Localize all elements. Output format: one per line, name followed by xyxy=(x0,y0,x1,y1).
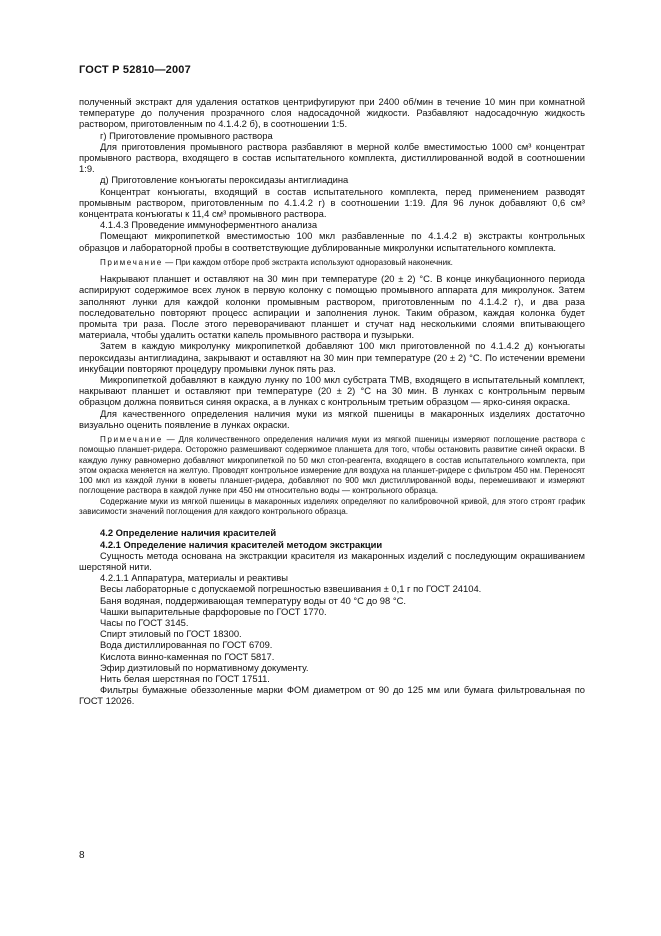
list-item: Весы лабораторные с допускаемой погрешностью взвешивания ± 0,1 г по ГОСТ 24104. xyxy=(100,583,482,595)
page-number: 8 xyxy=(79,850,85,861)
paragraph: д) Приготовление конъюгаты пероксидазы антиглиадина xyxy=(100,174,349,186)
paragraph: Затем в каждую микролунку микропипеткой добавляют 100 мкл приготовленной по 4.1.4.2 д) конъюгаты пероксидазы антиглиадина, закрывают и оставляют на 30 мин при температуре (20 ± 2) °С. По истечении времени инкубации повторяют процедуру промывки лунок пять раз. xyxy=(79,340,585,374)
list-item: Баня водяная, поддерживающая температуру воды от 40 °С до 98 °С. xyxy=(100,594,406,606)
list-item: Вода дистиллированная по ГОСТ 6709. xyxy=(100,639,273,651)
document-body xyxy=(79,96,585,707)
list-item: Чашки выпарительные фарфоровые по ГОСТ 1770. xyxy=(100,605,327,617)
list-item: Кислота винно-каменная по ГОСТ 5817. xyxy=(100,650,275,662)
paragraph: Помещают микропипеткой вместимостью 100 мкл разбавленные по 4.1.4.2 в) экстракты контрольных образцов и лабораторной пробы в соответствующие дублированные микролунки испытательного комплекта. xyxy=(79,230,585,253)
document-header: ГОСТ Р 52810—2007 xyxy=(79,64,191,76)
note-lead: Примечание xyxy=(100,434,163,444)
note xyxy=(79,258,585,268)
list-item: Спирт этиловый по ГОСТ 18300. xyxy=(100,628,242,640)
subsection-heading: 4.2.1 Определение наличия красителей методом экстракции xyxy=(100,538,383,550)
paragraph: полученный экстракт для удаления остатков центрифугируют при 2400 об/мин в течение 10 мин при комнатной температуре до получения прозрачного слоя надосадочной жидкости. Разбавляют надосадочную жидкость раствором, приготовленным по 4.1.4.2 б), в соотношении 1:5. xyxy=(79,96,585,130)
clause-heading: 4.2.1.1 Аппаратура, материалы и реактивы xyxy=(100,572,289,584)
list-item: Эфир диэтиловый по нормативному документу. xyxy=(100,661,309,673)
paragraph: Для качественного определения наличия муки из мягкой пшеницы в макаронных изделиях достаточно визуально оценить появление в лунках окраски. xyxy=(79,407,585,430)
paragraph: Концентрат конъюгаты, входящий в состав испытательного комплекта, перед применением разводят промывным раствором, приготовленным по 4.1.4.2 г) в соотношении 1:19. Для 96 лунок добавляют 0,6 см³ концентрата конъюгаты к 11,4 см³ промывного раствора. xyxy=(79,185,585,220)
note-text: — Для количественного определения наличия муки из мягкой пшеницы измеряют поглощение раствора с помощью планшет-ридера. Осторожно размешивают содержимое планшета для того, чтобы остановить развитие синей окраски. В каждую лунку равномерно добавляют микропипеткой по 50 мкл стоп-реагента, входящего в состав испытательного комплекта, при этом окраска меняется на желтую. Проводят контрольное измерение для воздуха на планшет-ридере с фильтром 450 нм. Переносят 100 мкл из каждой лунки в кюветы планшет-ридера, добавляют по 900 мкл дистиллированной воды, перемешивают и измеряют поглощение раствора в каждой лунке при 450 нм относительно воды — контрольного образца. xyxy=(79,434,585,496)
note-text: — При каждом отборе проб экстракта используют одноразовый наконечник. xyxy=(165,257,453,267)
note-continuation: Содержание муки из мягкой пшеницы в макаронных изделиях определяют по калибровочной кривой, для этого строят график зависимости значений поглощения для каждого контрольного образца. xyxy=(79,496,585,517)
paragraph: Микропипеткой добавляют в каждую лунку по 100 мкл субстрата TMB, входящего в испытательный комплект, накрывают планшет и оставляют при температуре (20 ± 2) °С на 30 мин. В лунках с контрольным первым образцом должна появиться синяя окраска, а в лунках с контрольным третьим образцом — ярко-синяя окраска. xyxy=(79,373,585,408)
note xyxy=(79,435,585,497)
clause-heading: 4.1.4.3 Проведение иммуноферментного анализа xyxy=(100,219,318,231)
paragraph: г) Приготовление промывного раствора xyxy=(100,129,273,141)
paragraph: Сущность метода основана на экстракции красителя из макаронных изделий с последующим окрашиванием шерстяной нити. xyxy=(79,549,585,572)
list-item: Фильтры бумажные обеззоленные марки ФОМ диаметром от 90 до 125 мм или бумага фильтровальная по ГОСТ 12026. xyxy=(79,684,585,707)
list-item: Нить белая шерстяная по ГОСТ 17511. xyxy=(100,673,270,684)
paragraph: Накрывают планшет и оставляют на 30 мин при температуре (20 ± 2) °С. В конце инкубационного периода аспирируют содержимое всех лунок в первую колонку с помощью промывного аппарата для микролунок. Затем заполняют лунки для каждой колонки промывным раствором, приготовленным по 4.1.4.2 г), и два раза последовательно повторяют процесс аспирации и заполнения лунок. Таким образом, каждая колонка будет промыта три раза. После этого переворачивают планшет и стучат над несколькими слоями впитывающего материала, чтобы удалить остатки капель промывного раствора и пузырьки. xyxy=(79,273,585,341)
paragraph: Для приготовления промывного раствора разбавляют в мерной колбе вместимостью 1000 см³ концентрат промывного раствора, входящего в состав испытательного комплекта, дистиллированной водой в соотношении 1:9. xyxy=(79,140,585,175)
section-heading: 4.2 Определение наличия красителей xyxy=(100,527,277,539)
note-lead: Примечание xyxy=(100,257,163,267)
list-item: Часы по ГОСТ 3145. xyxy=(100,616,189,628)
